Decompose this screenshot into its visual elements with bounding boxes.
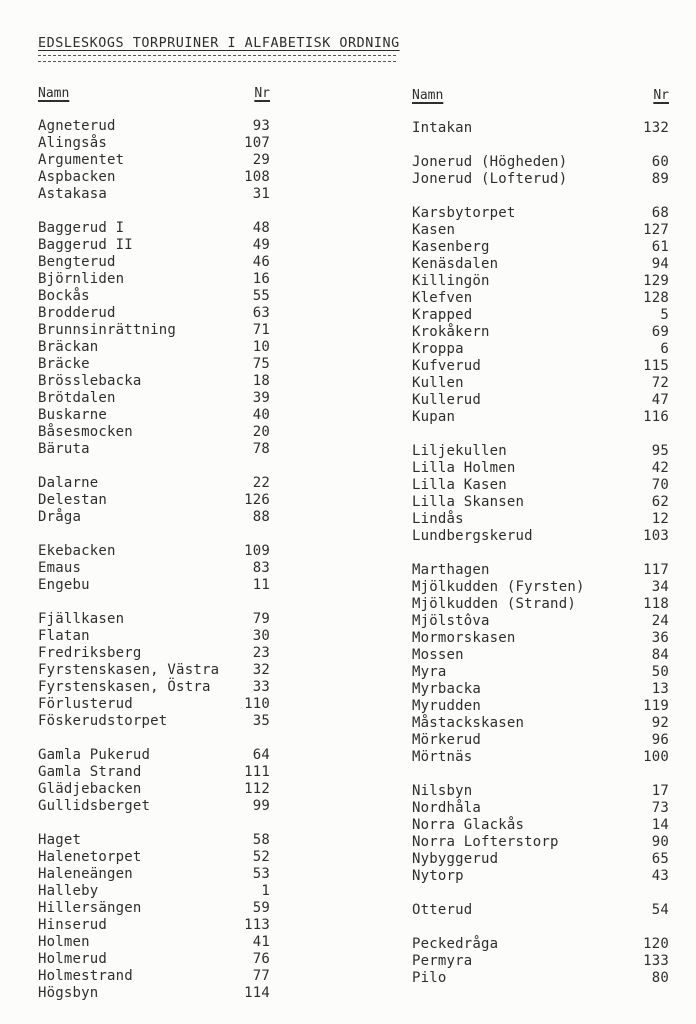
item-number: 94	[651, 256, 669, 272]
list-item	[412, 460, 669, 477]
list-item	[38, 968, 270, 985]
list-item	[412, 902, 669, 919]
list-item	[38, 237, 270, 254]
item-name: Klefven	[412, 290, 473, 306]
list-item	[38, 288, 270, 305]
item-name: Kufverud	[412, 358, 482, 374]
item-number: 96	[651, 732, 669, 748]
list-item	[38, 492, 270, 509]
item-number: 119	[643, 698, 669, 714]
item-number: 61	[651, 239, 669, 255]
item-name: Mjölkudden (Strand)	[412, 596, 576, 612]
list-item	[38, 798, 270, 815]
item-name: Intakan	[412, 120, 473, 136]
list-item	[38, 118, 270, 135]
item-number: 31	[252, 186, 270, 202]
list-item	[412, 596, 669, 613]
item-number: 126	[244, 492, 270, 508]
group-spacer	[412, 885, 669, 902]
list-item	[412, 409, 669, 426]
item-name: Måstackskasen	[412, 715, 525, 731]
item-name: Brodderud	[38, 305, 116, 321]
item-name: Mörtnäs	[412, 749, 473, 765]
list-item	[38, 951, 270, 968]
list-item	[412, 834, 669, 851]
item-number: 80	[651, 970, 669, 986]
item-name: Argumentet	[38, 152, 125, 168]
header-nr: Nr	[254, 86, 270, 101]
list-item	[412, 783, 669, 800]
item-number: 59	[252, 900, 270, 916]
item-number: 75	[252, 356, 270, 372]
item-name: Kasenberg	[412, 239, 490, 255]
group-spacer	[38, 458, 270, 475]
item-number: 88	[252, 509, 270, 525]
item-name: Baggerud I	[38, 220, 125, 236]
list-item	[412, 154, 669, 171]
item-number: 14	[651, 817, 669, 833]
left-column	[38, 85, 270, 1002]
item-number: 73	[651, 800, 669, 816]
list-item	[412, 732, 669, 749]
item-number: 109	[244, 543, 270, 559]
item-name: Holmestrand	[38, 968, 133, 984]
list-item	[412, 205, 669, 222]
item-name: Björnliden	[38, 271, 125, 287]
item-number: 65	[651, 851, 669, 867]
list-item	[412, 851, 669, 868]
list-item	[38, 373, 270, 390]
item-number: 40	[252, 407, 270, 423]
list-item	[38, 441, 270, 458]
item-name: Myra	[412, 664, 447, 680]
item-number: 62	[651, 494, 669, 510]
list-item	[412, 562, 669, 579]
item-number: 132	[643, 120, 669, 136]
list-item	[38, 883, 270, 900]
item-name: Nordhåla	[412, 800, 482, 816]
item-number: 68	[651, 205, 669, 221]
list-item	[412, 392, 669, 409]
item-name: Agneterud	[38, 118, 116, 134]
group-spacer	[38, 730, 270, 747]
list-item	[38, 322, 270, 339]
item-number: 84	[651, 647, 669, 663]
list-item	[38, 135, 270, 152]
item-number: 46	[252, 254, 270, 270]
item-number: 127	[643, 222, 669, 238]
item-name: Fjällkasen	[38, 611, 125, 627]
item-name: Fyrstenskasen, Västra	[38, 662, 220, 678]
list-item	[38, 628, 270, 645]
list-item	[38, 866, 270, 883]
item-name: Mörkerud	[412, 732, 482, 748]
item-name: Hinserud	[38, 917, 108, 933]
item-name: Dråga	[38, 509, 82, 525]
item-name: Holmerud	[38, 951, 108, 967]
list-item	[38, 560, 270, 577]
item-number: 13	[651, 681, 669, 697]
list-item	[412, 528, 669, 545]
item-number: 6	[660, 341, 669, 357]
header-nr: Nr	[653, 88, 669, 103]
item-name: Permyra	[412, 953, 473, 969]
item-number: 49	[252, 237, 270, 253]
group-spacer	[38, 815, 270, 832]
list-item	[412, 290, 669, 307]
list-item	[412, 494, 669, 511]
item-number: 100	[643, 749, 669, 765]
item-number: 41	[252, 934, 270, 950]
item-number: 20	[252, 424, 270, 440]
group-spacer	[412, 426, 669, 443]
item-number: 108	[244, 169, 270, 185]
document-title: EDSLESKOGS TORPRUINER I ALFABETISK ORDNING	[38, 36, 400, 51]
list-item	[38, 611, 270, 628]
list-item	[412, 613, 669, 630]
list-item	[412, 936, 669, 953]
item-name: Alingsås	[38, 135, 108, 151]
list-item	[412, 256, 669, 273]
list-item	[38, 900, 270, 917]
column-header	[412, 87, 669, 104]
list-item	[38, 781, 270, 798]
item-name: Krapped	[412, 307, 473, 323]
item-name: Bräckan	[38, 339, 99, 355]
item-name: Norra Glackås	[412, 817, 525, 833]
item-number: 58	[252, 832, 270, 848]
list-item	[412, 120, 669, 137]
item-number: 53	[252, 866, 270, 882]
item-name: Karsbytorpet	[412, 205, 516, 221]
item-number: 115	[643, 358, 669, 374]
list-item	[38, 271, 270, 288]
item-number: 92	[651, 715, 669, 731]
item-name: Mjölkudden (Fyrsten)	[412, 579, 585, 595]
item-name: Myrudden	[412, 698, 482, 714]
item-name: Engebu	[38, 577, 90, 593]
item-name: Liljekullen	[412, 443, 507, 459]
title-double-rule	[38, 55, 396, 62]
item-name: Högsbyn	[38, 985, 99, 1001]
item-name: Marthagen	[412, 562, 490, 578]
item-number: 133	[643, 953, 669, 969]
item-name: Jonerud (Lofterud)	[412, 171, 568, 187]
column-header	[38, 85, 270, 102]
item-number: 93	[252, 118, 270, 134]
group-spacer	[412, 188, 669, 205]
item-number: 72	[651, 375, 669, 391]
list-item	[412, 681, 669, 698]
item-name: Halenetorpet	[38, 849, 142, 865]
item-name: Fyrstenskasen, Östra	[38, 679, 211, 695]
item-name: Dalarne	[38, 475, 99, 491]
list-item	[38, 220, 270, 237]
header-name: Namn	[412, 88, 444, 103]
list-item	[412, 341, 669, 358]
list-item	[38, 152, 270, 169]
item-name: Bräcke	[38, 356, 90, 372]
item-name: Baggerud II	[38, 237, 133, 253]
list-item	[412, 817, 669, 834]
item-number: 99	[252, 798, 270, 814]
item-number: 120	[643, 936, 669, 952]
item-name: Otterud	[412, 902, 473, 918]
item-number: 36	[651, 630, 669, 646]
list-item	[38, 424, 270, 441]
list-item	[412, 800, 669, 817]
item-name: Brösslebacka	[38, 373, 142, 389]
item-number: 71	[252, 322, 270, 338]
item-name: Haget	[38, 832, 82, 848]
item-name: Kroppa	[412, 341, 464, 357]
item-name: Holmen	[38, 934, 90, 950]
item-name: Båsesmocken	[38, 424, 133, 440]
item-name: Nytorp	[412, 868, 464, 884]
item-number: 111	[244, 764, 270, 780]
item-number: 33	[252, 679, 270, 695]
item-name: Brunnsinrättning	[38, 322, 177, 338]
item-name: Halleby	[38, 883, 99, 899]
list-item	[412, 511, 669, 528]
list-item	[38, 407, 270, 424]
item-number: 89	[651, 171, 669, 187]
item-name: Bengterud	[38, 254, 116, 270]
list-item	[412, 953, 669, 970]
item-number: 90	[651, 834, 669, 850]
list-item	[38, 696, 270, 713]
item-name: Lundbergskerud	[412, 528, 533, 544]
item-name: Aspbacken	[38, 169, 116, 185]
list-item	[412, 324, 669, 341]
item-name: Killingön	[412, 273, 490, 289]
list-item	[412, 222, 669, 239]
item-number: 76	[252, 951, 270, 967]
list-item	[38, 339, 270, 356]
item-name: Gamla Strand	[38, 764, 142, 780]
item-name: Kullerud	[412, 392, 482, 408]
item-name: Brötdalen	[38, 390, 116, 406]
group-spacer	[38, 526, 270, 543]
list-item	[412, 273, 669, 290]
item-number: 54	[651, 902, 669, 918]
list-item	[412, 698, 669, 715]
list-item	[38, 509, 270, 526]
list-item	[38, 186, 270, 203]
list-item	[412, 664, 669, 681]
list-item	[38, 832, 270, 849]
item-number: 117	[643, 562, 669, 578]
item-name: Kupan	[412, 409, 456, 425]
list-item	[38, 917, 270, 934]
list-item	[412, 647, 669, 664]
list-item	[38, 713, 270, 730]
group-spacer	[38, 594, 270, 611]
list-item	[412, 868, 669, 885]
list-item	[412, 579, 669, 596]
item-name: Gullidsberget	[38, 798, 151, 814]
right-column	[412, 87, 669, 987]
item-number: 1	[261, 883, 270, 899]
list-item	[38, 390, 270, 407]
item-name: Lilla Skansen	[412, 494, 525, 510]
item-number: 42	[651, 460, 669, 476]
item-number: 34	[651, 579, 669, 595]
item-name: Nilsbyn	[412, 783, 473, 799]
item-number: 112	[244, 781, 270, 797]
item-number: 116	[643, 409, 669, 425]
item-number: 128	[643, 290, 669, 306]
item-number: 113	[244, 917, 270, 933]
group-spacer	[412, 766, 669, 783]
item-number: 47	[651, 392, 669, 408]
item-number: 69	[651, 324, 669, 340]
header-name: Namn	[38, 86, 70, 101]
item-number: 39	[252, 390, 270, 406]
item-number: 35	[252, 713, 270, 729]
item-name: Ekebacken	[38, 543, 116, 559]
list-item	[412, 239, 669, 256]
item-number: 24	[651, 613, 669, 629]
item-name: Jonerud (Högheden)	[412, 154, 568, 170]
group-spacer	[412, 919, 669, 936]
item-number: 12	[651, 511, 669, 527]
item-name: Kullen	[412, 375, 464, 391]
list-item	[38, 475, 270, 492]
item-number: 50	[651, 664, 669, 680]
item-number: 103	[643, 528, 669, 544]
list-item	[412, 749, 669, 766]
list-item	[38, 934, 270, 951]
item-number: 17	[651, 783, 669, 799]
list-item	[412, 358, 669, 375]
item-number: 83	[252, 560, 270, 576]
item-name: Mormorskasen	[412, 630, 516, 646]
list-item	[412, 477, 669, 494]
list-item	[412, 715, 669, 732]
item-name: Haleneängen	[38, 866, 133, 882]
list-item	[38, 543, 270, 560]
list-item	[412, 307, 669, 324]
list-item	[38, 169, 270, 186]
list-item	[38, 254, 270, 271]
item-number: 32	[252, 662, 270, 678]
item-name: Föskerudstorpet	[38, 713, 168, 729]
item-number: 77	[252, 968, 270, 984]
item-number: 22	[252, 475, 270, 491]
item-name: Emaus	[38, 560, 82, 576]
item-name: Bockås	[38, 288, 90, 304]
item-number: 107	[244, 135, 270, 151]
item-number: 10	[252, 339, 270, 355]
item-number: 60	[651, 154, 669, 170]
item-number: 52	[252, 849, 270, 865]
item-name: Myrbacka	[412, 681, 482, 697]
item-name: Gamla Pukerud	[38, 747, 151, 763]
list-item	[412, 171, 669, 188]
list-item	[38, 662, 270, 679]
list-item	[38, 356, 270, 373]
list-item	[38, 305, 270, 322]
list-item	[412, 375, 669, 392]
list-item	[412, 970, 669, 987]
item-name: Krokåkern	[412, 324, 490, 340]
item-name: Bäruta	[38, 441, 90, 457]
item-number: 55	[252, 288, 270, 304]
list-item	[38, 764, 270, 781]
list-item	[38, 679, 270, 696]
list-item	[38, 577, 270, 594]
item-name: Nybyggerud	[412, 851, 499, 867]
item-name: Mossen	[412, 647, 464, 663]
item-number: 18	[252, 373, 270, 389]
item-number: 5	[660, 307, 669, 323]
item-name: Lilla Kasen	[412, 477, 507, 493]
item-name: Lilla Holmen	[412, 460, 516, 476]
item-number: 48	[252, 220, 270, 236]
item-name: Förlusterud	[38, 696, 133, 712]
item-name: Glädjebacken	[38, 781, 142, 797]
item-name: Hillersängen	[38, 900, 142, 916]
item-number: 11	[252, 577, 270, 593]
item-name: Kasen	[412, 222, 456, 238]
item-name: Mjölstôva	[412, 613, 490, 629]
item-name: Kenäsdalen	[412, 256, 499, 272]
item-name: Pilo	[412, 970, 447, 986]
item-name: Flatan	[38, 628, 90, 644]
item-number: 23	[252, 645, 270, 661]
item-number: 129	[643, 273, 669, 289]
item-number: 79	[252, 611, 270, 627]
item-number: 30	[252, 628, 270, 644]
item-number: 110	[244, 696, 270, 712]
item-number: 43	[651, 868, 669, 884]
item-number: 78	[252, 441, 270, 457]
list-item	[412, 630, 669, 647]
group-spacer	[412, 545, 669, 562]
list-item	[412, 443, 669, 460]
item-name: Fredriksberg	[38, 645, 142, 661]
item-number: 114	[244, 985, 270, 1001]
list-item	[38, 747, 270, 764]
item-name: Buskarne	[38, 407, 108, 423]
item-name: Lindås	[412, 511, 464, 527]
list-item	[38, 645, 270, 662]
group-spacer	[38, 203, 270, 220]
item-number: 29	[252, 152, 270, 168]
item-number: 70	[651, 477, 669, 493]
item-name: Peckedråga	[412, 936, 499, 952]
group-spacer	[412, 137, 669, 154]
item-number: 64	[252, 747, 270, 763]
item-name: Astakasa	[38, 186, 108, 202]
item-number: 63	[252, 305, 270, 321]
list-item	[38, 849, 270, 866]
item-name: Norra Lofterstorp	[412, 834, 559, 850]
item-number: 95	[651, 443, 669, 459]
list-item	[38, 985, 270, 1002]
item-number: 16	[252, 271, 270, 287]
item-number: 118	[643, 596, 669, 612]
item-name: Delestan	[38, 492, 108, 508]
